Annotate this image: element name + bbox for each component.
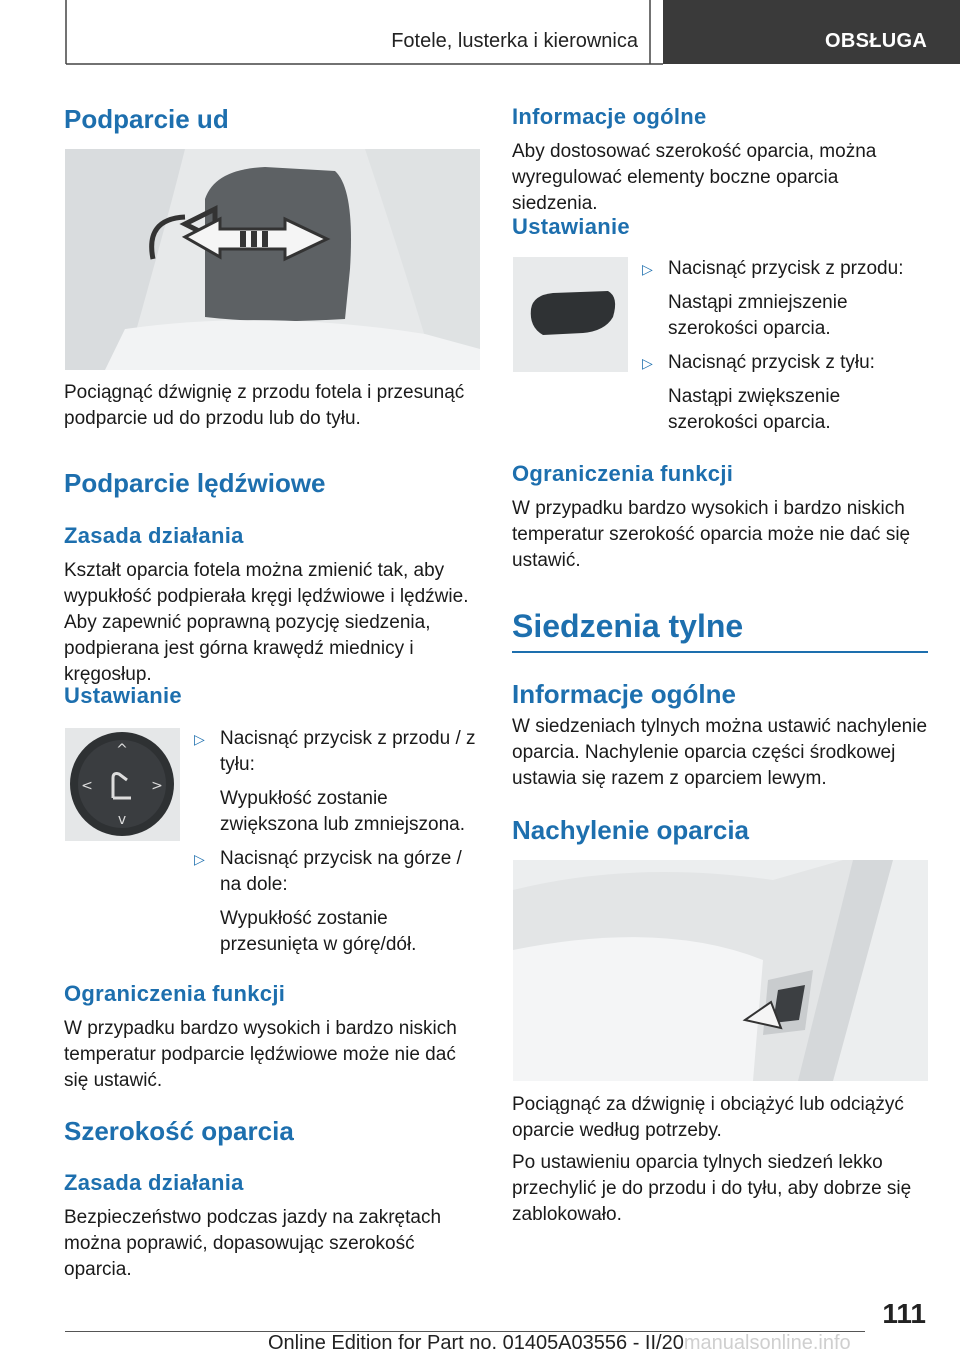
width-step	[638, 256, 928, 282]
width-steps	[638, 256, 928, 436]
triangle-bullet-icon: ▷	[194, 851, 205, 867]
header-section-title: Fotele, lusterka i kierownica	[391, 30, 638, 52]
heading-backrest-principle: Zasada działania	[64, 1170, 244, 1195]
heading-lumbar-adjust: Ustawianie	[64, 683, 182, 708]
header-tab-label: OBSŁUGA	[825, 30, 928, 52]
width-step	[638, 350, 928, 376]
lumbar-step	[190, 726, 480, 778]
width-button-photo	[513, 257, 628, 372]
heading-width-adjust: Ustawianie	[512, 214, 630, 239]
tilt-caption-1: Pociągnąć za dźwignię i obciążyć lub odciążyć oparcie według potrzeby.	[512, 1094, 904, 1141]
footer-edition-text: Online Edition for Part no. 01405A03556 - II/20	[268, 1332, 684, 1354]
general-info-text: Aby dostosować szerokość oparcia, można wyregulować elementy boczne oparcia siedzenia.	[512, 141, 877, 214]
svg-text:>: >	[151, 778, 163, 794]
lumbar-control-illustration	[65, 728, 180, 841]
svg-text:^: ^	[116, 742, 128, 758]
heading-general-info: Informacje ogólne	[512, 104, 707, 129]
triangle-bullet-icon: ▷	[642, 355, 653, 371]
heading-lumbar-limits: Ograniczenia funkcji	[64, 981, 286, 1006]
backrest-principle-text: Bezpieczeństwo podczas jazdy na zakrętach można poprawić, dopasowując szerokość oparcia.	[64, 1207, 442, 1280]
svg-text:v: v	[117, 812, 127, 828]
heading-rear-general: Informacje ogólne	[512, 679, 736, 709]
thigh-support-photo	[65, 149, 480, 370]
lumbar-step-action: Nacisnąć przycisk z przodu / z tyłu:	[220, 728, 476, 775]
lumbar-limits-text: W przypadku bardzo wysokich i bardzo niskich temperatur podparcie lędźwiowe może nie dać się ustawić.	[64, 1018, 457, 1091]
footer-edition	[268, 1332, 851, 1355]
heading-width-limits: Ograniczenia funkcji	[512, 461, 734, 486]
triangle-bullet-icon: ▷	[642, 261, 653, 277]
thigh-support-illustration	[65, 149, 480, 370]
tilt-caption-2: Po ustawieniu oparcia tylnych siedzeń lekko przechylić je do przodu i do tyłu, aby dobrze się zablokowało.	[512, 1152, 912, 1225]
rear-general-text: W siedzeniach tylnych można ustawić nachylenie oparcia. Nachylenie oparcia części środkowej ustawia się razem z oparciem lewym.	[512, 716, 928, 789]
heading-backrest-width: Szerokość oparcia	[64, 1116, 294, 1146]
footer-watermark: manualsonline.info	[683, 1332, 851, 1354]
svg-text:<: <	[81, 778, 93, 794]
lumbar-step	[190, 846, 480, 898]
heading-lumbar: Podparcie lędźwiowe	[64, 468, 326, 498]
width-step-action: Nacisnąć przycisk z przodu:	[668, 258, 904, 279]
rear-seat-lever-illustration	[513, 860, 928, 1081]
width-step-action: Nacisnąć przycisk z tyłu:	[668, 352, 875, 373]
lumbar-step-result: Wypukłość zostanie przesunięta w górę/dół.	[220, 908, 417, 955]
heading-backrest-tilt: Nachylenie oparcia	[512, 815, 749, 845]
page-number: 111	[882, 1298, 926, 1329]
width-step-result: Nastąpi zwiększenie szerokości oparcia.	[668, 386, 841, 433]
width-step-result: Nastąpi zmniejszenie szerokości oparcia.	[668, 292, 848, 339]
heading-lumbar-principle: Zasada działania	[64, 523, 244, 548]
lumbar-step-action: Nacisnąć przycisk na górze / na dole:	[220, 848, 462, 895]
heading-rear-seats: Siedzenia tylne	[512, 608, 744, 644]
width-limits-text: W przypadku bardzo wysokich i bardzo niskich temperatur szerokość oparcia może nie dać się ustawić.	[512, 498, 911, 571]
header-tab	[663, 0, 960, 64]
lumbar-steps	[190, 726, 480, 958]
width-button-illustration	[513, 257, 628, 372]
thigh-support-caption: Pociągnąć dźwignię z przodu fotela i przesunąć podparcie ud do przodu lub do tyłu.	[64, 382, 465, 429]
lumbar-step-result: Wypukłość zostanie zwiększona lub zmniejszona.	[220, 788, 466, 835]
heading-rule	[512, 651, 928, 653]
heading-thigh-support: Podparcie ud	[64, 104, 229, 134]
lumbar-principle-text: Kształt oparcia fotela można zmienić tak, aby wypukłość podpierała kręgi lędźwiowe i lędźwie. Aby zapewnić poprawną pozycję siedzenia, podpierana jest górna krawędź miednicy i kręgosłup.	[64, 560, 469, 685]
lumbar-control-photo	[65, 728, 180, 841]
rear-seat-lever-photo	[513, 860, 928, 1081]
triangle-bullet-icon: ▷	[194, 731, 205, 747]
